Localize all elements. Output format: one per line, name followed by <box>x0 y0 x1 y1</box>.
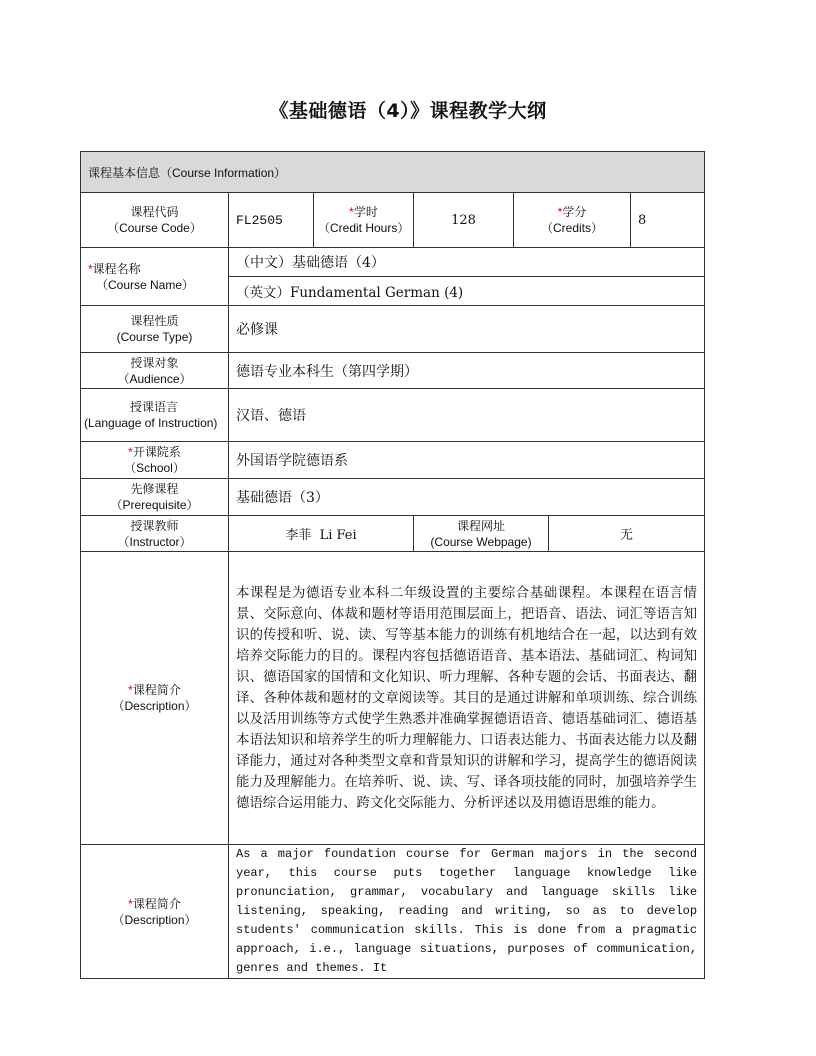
prerequisite-label-en: （Prerequisite） <box>110 498 199 512</box>
credits-label-zh: 学分 <box>562 205 587 219</box>
instructor-row <box>81 516 705 552</box>
description-en-text: As a major foundation course for German majors in the second year, this course puts together language knowledge like pronunciation, grammar, vocabulary and language skills like listening, speaking, reading and writing, so as to develop students' communication skills. This is done from a pragmatic approach, i.e., language situations, purposes of communication, genres and themes. It <box>229 845 705 979</box>
page-title: 《基础德语（4）》课程教学大纲 <box>269 100 547 122</box>
instructor-label <box>81 516 229 552</box>
audience-label-en: （Audience） <box>117 371 192 386</box>
school-value: 外国语学院德语系 <box>229 442 705 479</box>
prerequisite-label-zh: 先修课程 <box>130 482 179 496</box>
course-code-label-zh: 课程代码 <box>130 205 179 219</box>
description-zh-row <box>81 552 705 845</box>
course-name-row <box>81 248 705 277</box>
description-en-label-en: （Description） <box>112 912 197 927</box>
required-star: * <box>128 445 133 459</box>
instructor-label-zh: 授课教师 <box>130 518 179 533</box>
course-type-label-en: (Course Type) <box>116 330 193 344</box>
credits-value: 8 <box>631 193 705 248</box>
credits-label-en: （Credits） <box>540 221 603 235</box>
course-name-en: （英文）Fundamental German (4) <box>229 277 705 306</box>
course-type-value: 必修课 <box>229 306 705 353</box>
course-name-label-zh: 课程名称 <box>92 261 141 276</box>
school-label <box>81 442 229 479</box>
course-name-label-en: （Course Name） <box>96 277 195 292</box>
language-value: 汉语、德语 <box>229 389 705 442</box>
instructor-label-en: （Instructor） <box>117 534 192 549</box>
course-code-row <box>81 193 705 248</box>
hours-label <box>314 193 414 248</box>
webpage-value: 无 <box>549 516 705 552</box>
webpage-label-en: (Course Webpage) <box>430 534 532 549</box>
required-star: * <box>128 683 133 697</box>
language-row <box>81 389 705 442</box>
description-zh-label-zh: 课程简介 <box>132 683 181 697</box>
audience-label-zh: 授课对象 <box>130 355 179 370</box>
description-zh-text: 本课程是为德语专业本科二年级设置的主要综合基础课程。本课程在语言情景、交际意向、体裁和题材等语用范围层面上，把语音、语法、词汇等语言知识的传授和听、说、读、写等基本能力的训练有机地结合在一起，以达到有效培养交际能力的目的。课程内容包括德语语音、基本语法、基础词汇、构词知识、德语国家的国情和文化知识、听力理解、各种专题的会话、书面表达、翻译、各种体裁和题材的文章阅读等。其目的是通过讲解和单项训练、综合训练以及活用训练等方式使学生熟悉并准确掌握德语语音、德语基础词汇、德语基本语法知识和培养学生的听力理解能力、口语表达能力、书面表达能力以及翻译能力，通过对各种类型文章和背景知识的讲解和学习，提高学生的德语阅读能力及理解能力。在培养听、说、读、写、译各项技能的同时，加强培养学生德语综合运用能力、跨文化交际能力、分析评述以及用德语思维的能力。 <box>229 552 705 845</box>
school-label-zh: 开课院系 <box>132 445 181 459</box>
credits-label <box>514 193 631 248</box>
course-code-value: FL2505 <box>229 193 314 248</box>
description-zh-label-en: （Description） <box>112 699 197 713</box>
instructor-value: 李菲 Li Fei <box>229 516 414 552</box>
description-en-label <box>81 845 229 979</box>
course-type-label-zh: 课程性质 <box>130 314 179 328</box>
description-en-row <box>81 845 705 979</box>
prerequisite-label <box>81 479 229 516</box>
course-name-zh: （中文）基础德语（4） <box>229 248 705 277</box>
webpage-label-zh: 课程网址 <box>456 518 505 533</box>
language-label <box>81 389 229 442</box>
course-type-label <box>81 306 229 353</box>
required-star: * <box>557 205 563 219</box>
hours-label-en: （Credit Hours） <box>318 221 410 235</box>
hours-value: 128 <box>414 193 514 248</box>
audience-label <box>81 353 229 389</box>
description-en-label-zh: 课程简介 <box>132 896 181 911</box>
school-label-en: （School） <box>124 461 185 475</box>
webpage-label <box>414 516 549 552</box>
audience-value: 德语专业本科生（第四学期） <box>229 353 705 389</box>
language-label-zh: 授课语言 <box>129 400 178 414</box>
course-type-row <box>81 306 705 353</box>
required-star: * <box>88 261 93 276</box>
course-name-label <box>81 248 229 306</box>
course-code-label-en: （Course Code） <box>107 221 202 235</box>
course-code-label <box>81 193 229 248</box>
description-zh-label <box>81 552 229 845</box>
hours-label-zh: 学时 <box>353 205 378 219</box>
required-star: * <box>128 896 133 911</box>
section-header: 课程基本信息（Course Information） <box>81 152 705 193</box>
section-header-row <box>81 152 705 193</box>
course-info-table <box>80 151 705 979</box>
prerequisite-value: 基础德语（3） <box>229 479 705 516</box>
school-row <box>81 442 705 479</box>
language-label-en: (Language of Instruction) <box>84 416 218 430</box>
audience-row <box>81 353 705 389</box>
prerequisite-row <box>81 479 705 516</box>
required-star: * <box>349 205 354 219</box>
